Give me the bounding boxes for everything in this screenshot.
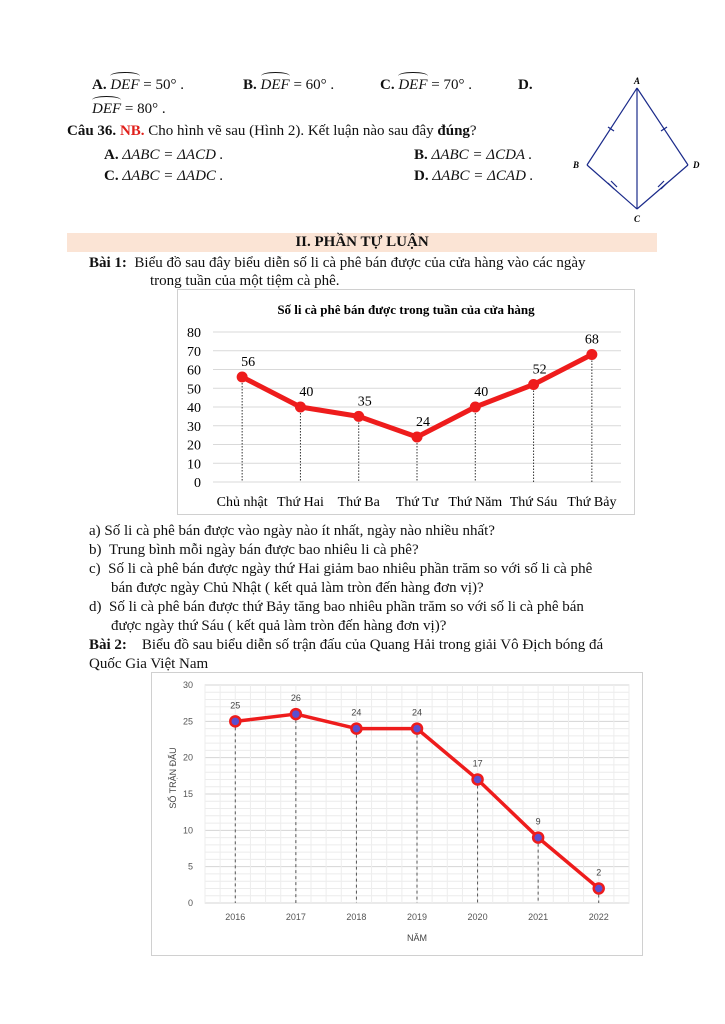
- y-tick-label: 10: [182, 825, 193, 836]
- vertex-b-label: B: [573, 160, 580, 170]
- x-tick-label: Thứ Bảy: [567, 495, 617, 510]
- bai1-question-b: b) Trung bình mỗi ngày bán được bao nhiêu li cà phê?: [89, 542, 419, 558]
- bai1-question-c: c) Số li cà phê bán được ngày thứ Hai giảm bao nhiêu phần trăm so với số li cà phê: [89, 561, 593, 577]
- data-point: [473, 774, 483, 784]
- data-label: 24: [351, 707, 362, 718]
- x-tick-label: Thứ Sáu: [509, 495, 558, 510]
- data-point: [412, 724, 422, 734]
- y-tick-label: 50: [187, 382, 201, 398]
- y-tick-label: 10: [187, 457, 201, 473]
- q35-option-b: B. DEF = 60° .: [243, 77, 335, 93]
- q36-option-c: C. ΔABC = ΔADC .: [104, 168, 224, 184]
- y-tick-label: 5: [187, 861, 193, 872]
- data-label: 26: [290, 693, 301, 704]
- data-label: 35: [357, 394, 372, 410]
- data-point: [528, 379, 539, 390]
- data-label: 52: [532, 362, 547, 378]
- section-essay-header: [67, 233, 657, 252]
- y-tick-label: 0: [194, 476, 201, 491]
- q35-option-a: A. DEF = 50° .: [92, 77, 184, 93]
- x-tick-label: Thứ Hai: [276, 495, 324, 510]
- y-tick-label: 20: [182, 752, 193, 763]
- x-tick-label: Chủ nhật: [216, 495, 268, 510]
- data-point: [412, 432, 423, 443]
- bai1-question-d-cont: được ngày thứ Sáu ( kết quả làm tròn đến hàng đơn vị)?: [111, 618, 447, 634]
- data-point: [291, 709, 301, 719]
- data-point: [533, 833, 543, 843]
- q36-option-b: B. ΔABC = ΔCDA .: [414, 147, 533, 163]
- bai1-line2: trong tuần của một tiệm cà phê.: [150, 273, 340, 289]
- y-tick-label: 80: [187, 326, 201, 341]
- data-label: 24: [416, 415, 430, 430]
- bai1-line1: Bài 1: Biểu đồ sau đây biểu diễn số li cà phê bán được của cửa hàng vào các ngày: [89, 255, 586, 271]
- data-label: 2: [596, 867, 602, 878]
- bai2-line1: Bài 2: Biểu đồ sau biểu diễn số trận đấu của Quang Hải trong giải Vô Địch bóng đá: [89, 637, 604, 653]
- x-tick-label: 2016: [225, 912, 246, 922]
- y-tick-label: 30: [182, 680, 193, 690]
- vertex-a-label: A: [634, 76, 641, 86]
- q35-option-d-label: D.: [518, 77, 533, 93]
- q36-option-d: D. ΔABC = ΔCAD .: [414, 168, 534, 184]
- data-label: 40: [474, 385, 489, 400]
- q36-option-a: A. ΔABC = ΔACD .: [104, 147, 224, 163]
- segment-ad: [637, 88, 688, 165]
- data-label: 24: [411, 707, 423, 718]
- x-tick-label: 2021: [528, 912, 549, 922]
- y-tick-label: 70: [187, 344, 201, 360]
- data-label: 9: [535, 816, 541, 827]
- data-point: [237, 372, 248, 383]
- chart-coffee-box: [177, 289, 635, 515]
- x-tick-label: 2022: [588, 912, 609, 922]
- data-label: 68: [584, 332, 599, 348]
- kite-figure: [568, 72, 708, 227]
- data-label: 56: [241, 355, 256, 370]
- vertex-c-label: C: [634, 214, 641, 224]
- x-tick-label: 2019: [406, 912, 428, 922]
- data-point: [230, 716, 240, 726]
- x-tick-label: 2020: [467, 912, 488, 922]
- x-tick-label: 2017: [285, 912, 306, 922]
- y-axis-label: SỐ TRẬN ĐẤU: [168, 747, 178, 809]
- bai1-question-c-cont: bán được ngày Chủ Nhật ( kết quả làm tròn đến hàng đơn vị)?: [111, 580, 484, 596]
- x-tick-label: Thứ Ba: [337, 495, 380, 510]
- y-tick-label: 30: [187, 419, 201, 435]
- data-point: [351, 724, 361, 734]
- data-label: 17: [472, 758, 483, 769]
- y-tick-label: 25: [182, 716, 193, 727]
- q36-stem: Câu 36. NB. Cho hình vẽ sau (Hình 2). Kết luận nào sau đây đúng?: [67, 123, 477, 139]
- data-point: [353, 411, 364, 422]
- x-tick-label: Thứ Năm: [448, 495, 503, 510]
- y-tick-label: 20: [187, 438, 201, 454]
- segment-ab: [587, 88, 637, 165]
- data-point: [594, 883, 604, 893]
- x-tick-label: 2018: [346, 912, 367, 922]
- bai2-line2: Quốc Gia Việt Nam: [89, 656, 209, 672]
- data-point: [470, 402, 481, 413]
- chart-title: Số li cà phê bán được trong tuần của cửa hàng: [277, 302, 535, 317]
- data-label: 40: [299, 385, 314, 400]
- y-tick-label: 60: [187, 363, 201, 379]
- vertex-d-label: D: [693, 160, 700, 170]
- x-axis-label: NĂM: [407, 933, 427, 943]
- q35-option-d: DEF = 80° .: [92, 101, 166, 117]
- bai1-question-d: d) Số li cà phê bán được thứ Bảy tăng bao nhiêu phần trăm so với số li cà phê bán: [89, 599, 584, 615]
- y-tick-label: 40: [187, 401, 201, 416]
- data-point: [586, 349, 597, 360]
- chart-matches-box: [151, 672, 643, 956]
- section-title: II. PHẦN TỰ LUẬN: [295, 234, 429, 250]
- chart-coffee: [178, 290, 634, 514]
- y-tick-label: 15: [182, 789, 193, 799]
- x-tick-label: Thứ Tư: [395, 495, 439, 510]
- q35-option-c: C. DEF = 70° .: [380, 77, 472, 93]
- bai1-question-a: a) Số li cà phê bán được vào ngày nào ít nhất, ngày nào nhiều nhất?: [89, 523, 495, 539]
- chart-matches: [152, 673, 642, 955]
- data-point: [295, 402, 306, 413]
- y-tick-label: 0: [187, 898, 193, 908]
- data-label: 25: [230, 700, 241, 711]
